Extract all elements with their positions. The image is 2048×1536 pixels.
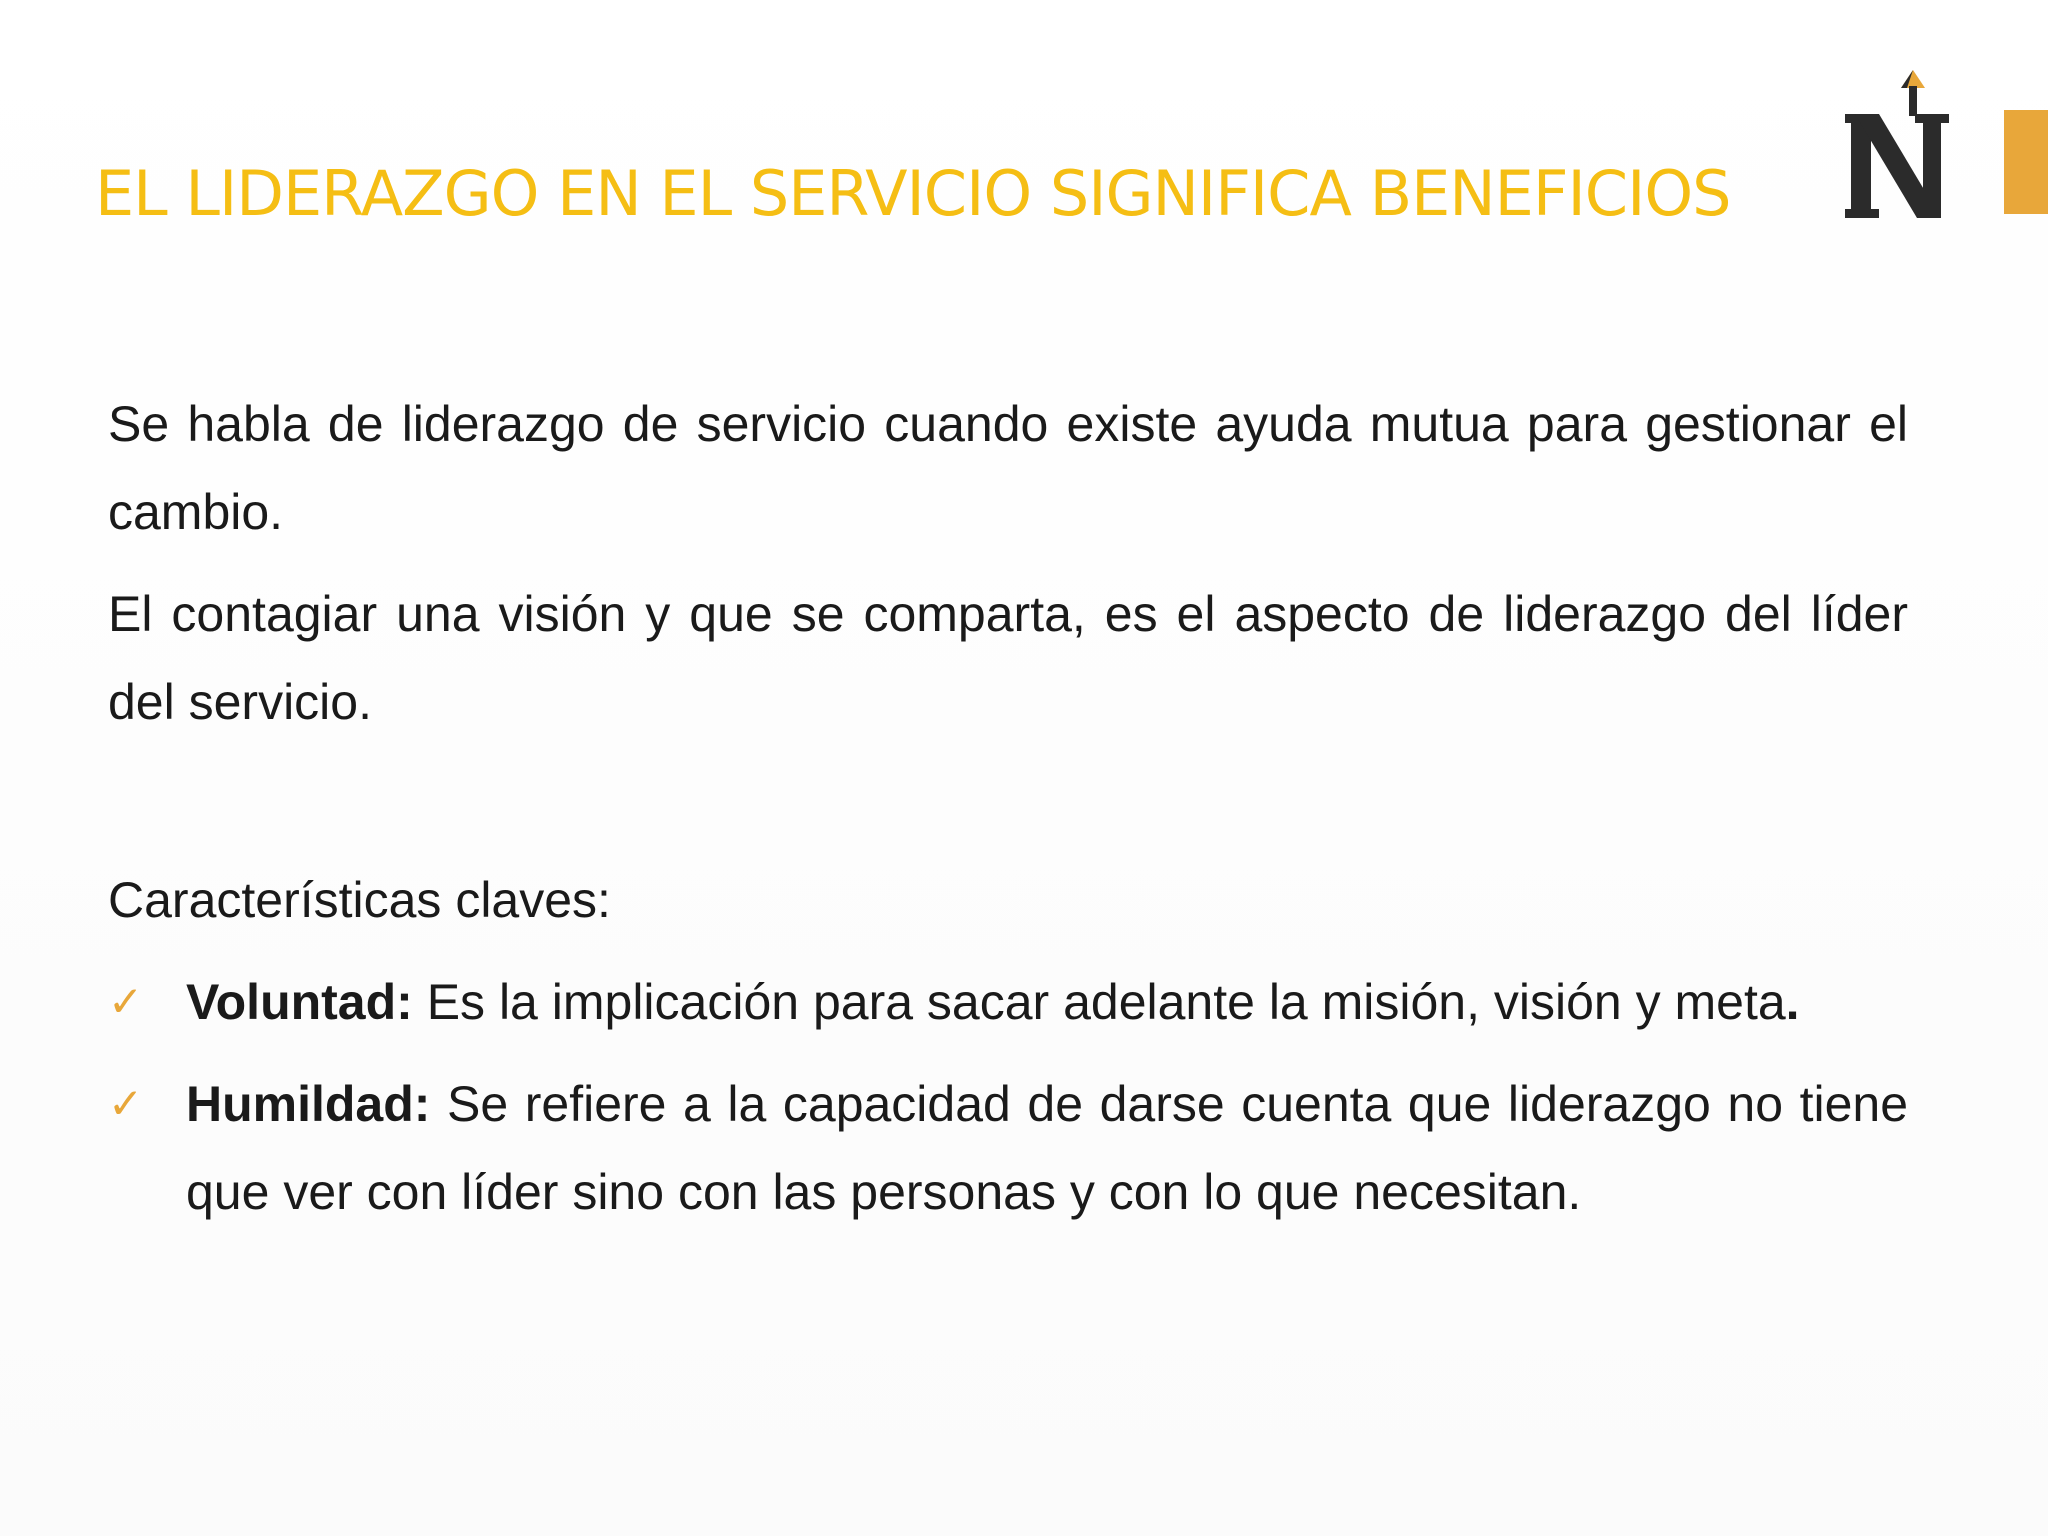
subheading: Características claves: — [108, 872, 611, 928]
paragraph: Se habla de liderazgo de servicio cuando existe ayuda mutua para gestionar el cambio. — [108, 396, 1908, 540]
paragraph: El contagiar una visión y que se comparta, es el aspecto de liderazgo del líder del servicio. — [108, 586, 1908, 730]
check-icon: ✓ — [108, 977, 144, 1026]
bullet-text: Es la implicación para sacar adelante la misión, visión y meta — [412, 974, 1786, 1030]
check-icon: ✓ — [108, 1079, 144, 1128]
brand-n-logo — [1845, 62, 1955, 222]
bullet-item — [108, 958, 1908, 1046]
bullet-term: Voluntad: — [186, 974, 413, 1030]
bullet-item — [108, 1060, 1908, 1236]
spacer — [108, 760, 1908, 856]
accent-bar — [2004, 110, 2048, 214]
bullet-term: Humildad: — [186, 1076, 431, 1132]
bullet-text: Se refiere a la capacidad de darse cuenta que liderazgo no tiene que ver con líder sino con las personas y con lo que necesitan. — [186, 1076, 1908, 1220]
bullet-ending: . — [1785, 974, 1800, 1030]
slide-body — [108, 380, 1908, 1250]
slide-title: EL LIDERAZGO EN EL SERVICIO SIGNIFICA BENEFICIOS — [95, 157, 1731, 230]
